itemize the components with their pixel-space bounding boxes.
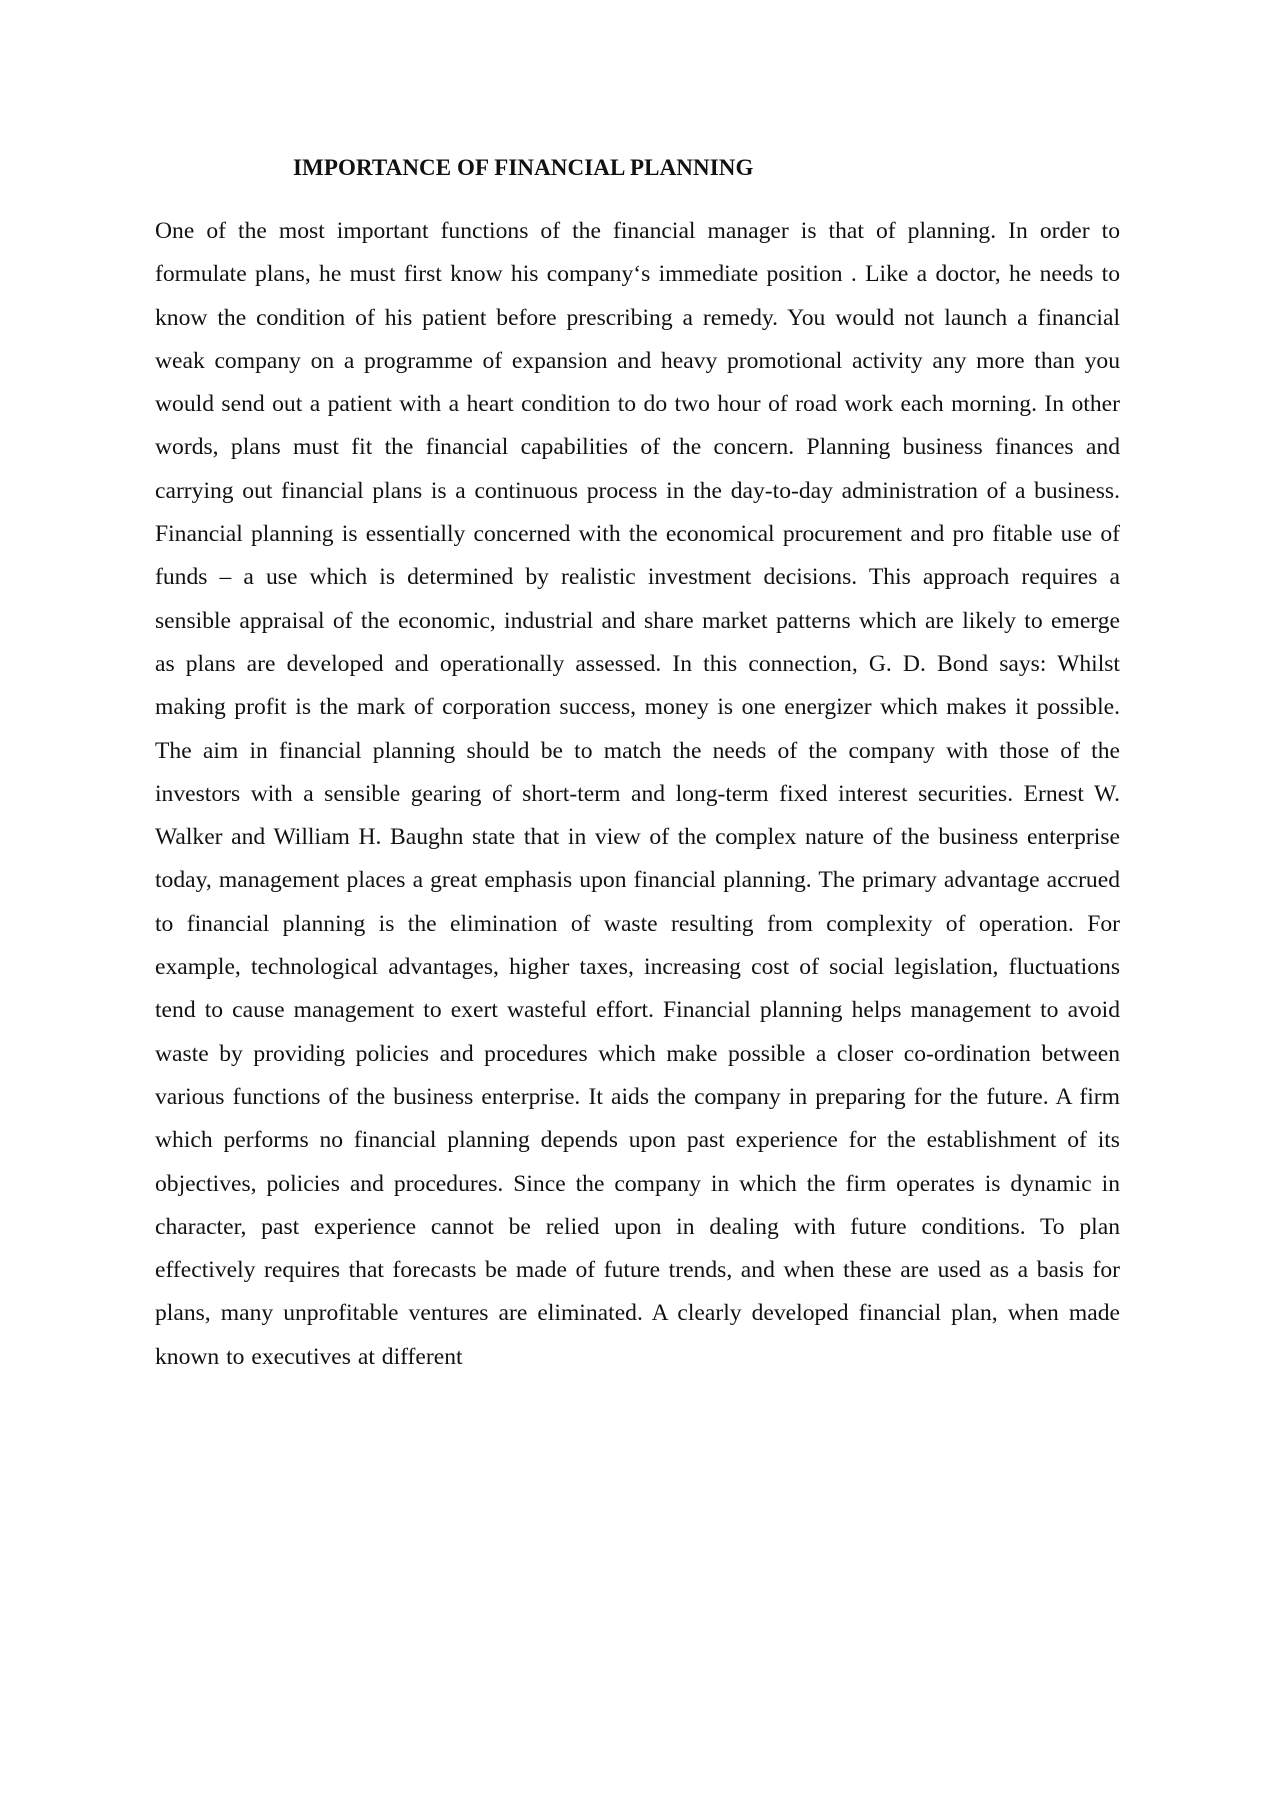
- body-paragraph: One of the most important functions of the financial manager is that of planning. In order to formulate plans, he must first know his company‘s immediate position . Like a doctor, he needs to know the condition of his patient before prescribing a remedy. You would not launch a financial weak company on a programme of expansion and heavy promotional activity any more than you would send out a patient with a heart condition to do two hour of road work each morning. In other words, plans must fit the financial capabilities of the concern. Planning business finances and carrying out financial plans is a continuous process in the day-to-day administration of a business. Financial planning is essentially concerned with the economical procurement and pro fitable use of funds – a use which is determined by realistic investment decisions. This approach requires a sensible appraisal of the economic, industrial and share market patterns which are likely to emerge as plans are developed and operationally assessed. In this connection, G. D. Bond says: Whilst making profit is the mark of corporation success, money is one energizer which makes it possible. The aim in financial planning should be to match the needs of the company with those of the investors with a sensible gearing of short-term and long-term fixed interest securities. Ernest W. Walker and William H. Baughn state that in view of the complex nature of the business enterprise today, management places a great emphasis upon financial planning. The primary advantage accrued to financial planning is the elimination of waste resulting from complexity of operation. For example, technological advantages, higher taxes, increasing cost of social legislation, fluctuations tend to cause management to exert wasteful effort. Financial planning helps management to avoid waste by providing policies and procedures which make possible a closer co-ordination between various functions of the business enterprise. It aids the company in preparing for the future. A firm which performs no financial planning depends upon past experience for the establishment of its objectives, policies and procedures. Since the company in which the firm operates is dynamic in character, past experience cannot be relied upon in dealing with future conditions. To plan effectively requires that forecasts be made of future trends, and when these are used as a basis for plans, many unprofitable ventures are eliminated. A clearly developed financial plan, when made known to executives at different: [155, 218, 1120, 1370]
- document-title: IMPORTANCE OF FINANCIAL PLANNING: [293, 155, 754, 180]
